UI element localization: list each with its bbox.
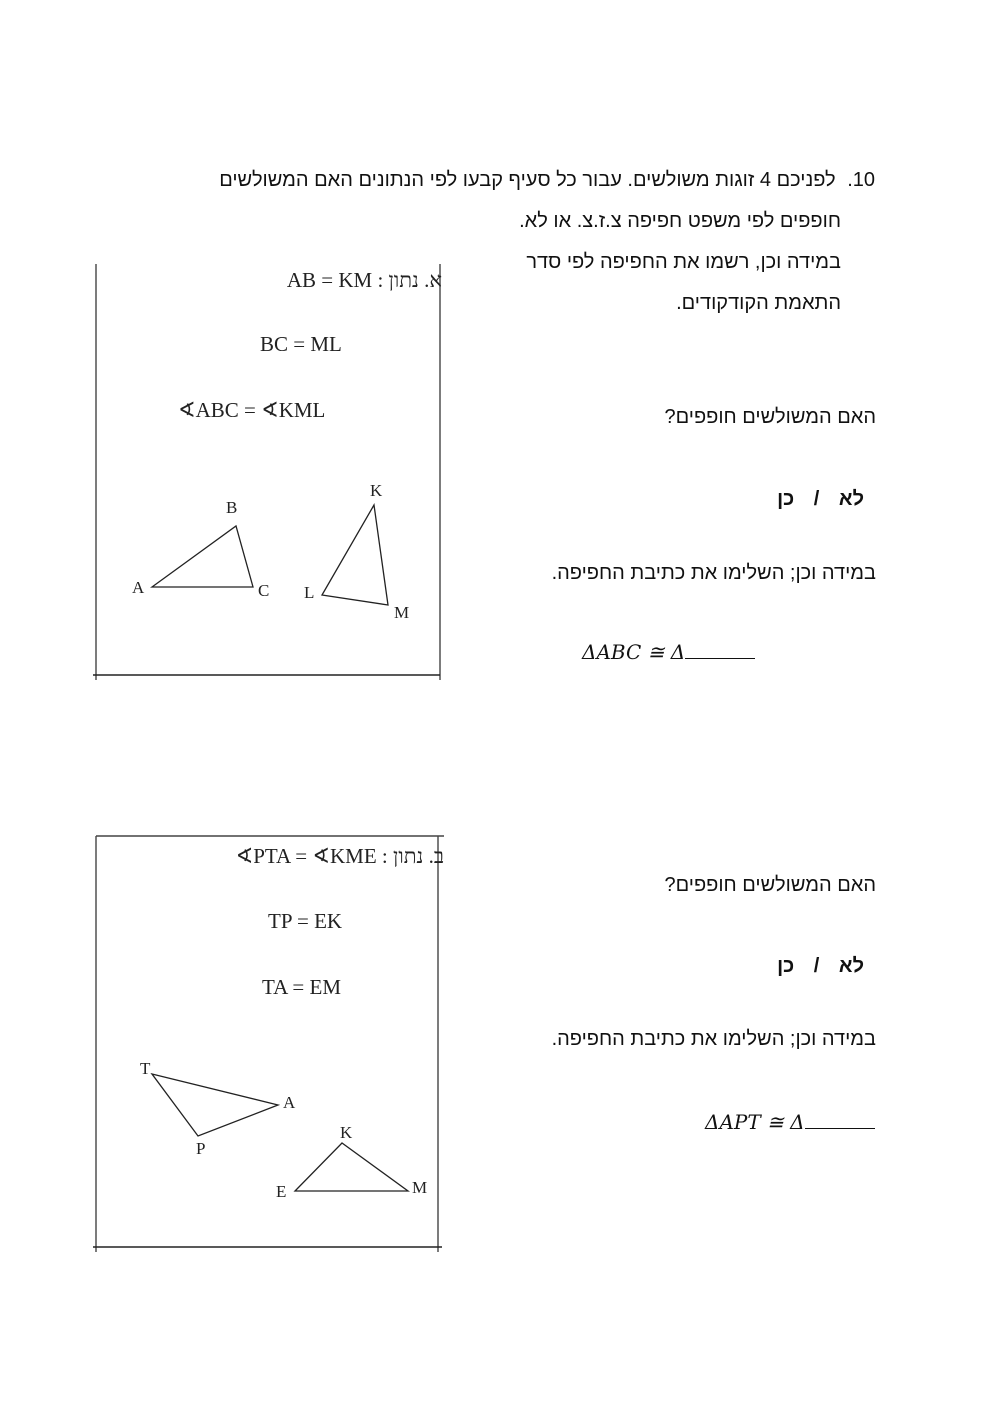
instruction-b: במידה וכן; השלימו את כתיבת החפיפה. bbox=[551, 1028, 876, 1050]
vertex-k2: K bbox=[340, 1123, 353, 1142]
vertex-m2: M bbox=[412, 1178, 428, 1197]
slash-a: / bbox=[813, 488, 820, 510]
given-label-a: א. נתון : bbox=[377, 268, 442, 292]
given-eq-1-a: AB = KM bbox=[286, 268, 373, 292]
given-line-2-b: TP = EK bbox=[268, 909, 343, 933]
formula-left-b: ΔAPT ≅ Δ bbox=[705, 1110, 805, 1134]
congruence-formula-b bbox=[705, 1110, 875, 1134]
intro-line-4: התאמת הקודקודים. bbox=[676, 292, 841, 314]
intro-line-3: במידה וכן, רשמו את החפיפה לפי סדר bbox=[526, 251, 841, 273]
figure-panel-b bbox=[90, 834, 450, 1254]
formula-blank-a[interactable] bbox=[685, 642, 755, 659]
question-a: האם המשולשים חופפים? bbox=[664, 406, 876, 428]
vertex-p: P bbox=[196, 1139, 206, 1158]
slash-b: / bbox=[813, 955, 820, 977]
triangle-kem bbox=[295, 1143, 408, 1191]
congruence-formula-a bbox=[582, 640, 755, 664]
given-line-1-a bbox=[287, 268, 442, 293]
given-line-1-b bbox=[236, 844, 444, 869]
question-b: האם המשולשים חופפים? bbox=[664, 874, 876, 896]
yes-no-a[interactable] bbox=[777, 488, 876, 511]
triangle-abc bbox=[152, 526, 253, 587]
yes-no-b[interactable] bbox=[777, 955, 876, 978]
panel-a-frame bbox=[90, 262, 450, 682]
intro-line-2: חופפים לפי משפט חפיפה צ.ז.צ. או לא. bbox=[519, 210, 841, 232]
no-option-b[interactable]: לא bbox=[838, 955, 864, 977]
given-line-3-b: TA = EM bbox=[262, 975, 341, 999]
triangle-klm bbox=[322, 505, 388, 605]
vertex-a2: A bbox=[283, 1093, 296, 1112]
formula-blank-b[interactable] bbox=[805, 1112, 875, 1129]
vertex-k: K bbox=[370, 481, 383, 500]
panel-b-frame bbox=[90, 834, 450, 1254]
vertex-l: L bbox=[304, 583, 315, 602]
figure-panel-a bbox=[90, 262, 450, 682]
vertex-c: C bbox=[258, 581, 270, 600]
vertex-m: M bbox=[394, 603, 410, 622]
formula-left-a: ΔABC ≅ Δ bbox=[582, 640, 686, 664]
given-eq-1-b: ∢PTA = ∢KME bbox=[235, 844, 377, 868]
given-label-b: ב. נתון : bbox=[381, 844, 444, 868]
triangle-tap bbox=[152, 1074, 278, 1136]
vertex-a: A bbox=[132, 578, 145, 597]
instruction-a: במידה וכן; השלימו את כתיבת החפיפה. bbox=[551, 562, 876, 584]
yes-option-a[interactable]: כן bbox=[777, 488, 795, 510]
yes-option-b[interactable]: כן bbox=[777, 955, 795, 977]
vertex-t: T bbox=[140, 1059, 151, 1078]
intro-line-1: 10. לפניכם 4 זוגות משולשים. עבור כל סעיף קבעו לפי הנתונים האם המשולשים bbox=[219, 169, 875, 191]
no-option-a[interactable]: לא bbox=[838, 488, 864, 510]
vertex-e: E bbox=[276, 1182, 287, 1201]
given-line-3-a: ∢ABC = ∢KML bbox=[178, 398, 326, 422]
given-line-2-a: BC = ML bbox=[260, 332, 342, 356]
vertex-b: B bbox=[226, 498, 238, 517]
question-number: 10. bbox=[847, 169, 875, 191]
